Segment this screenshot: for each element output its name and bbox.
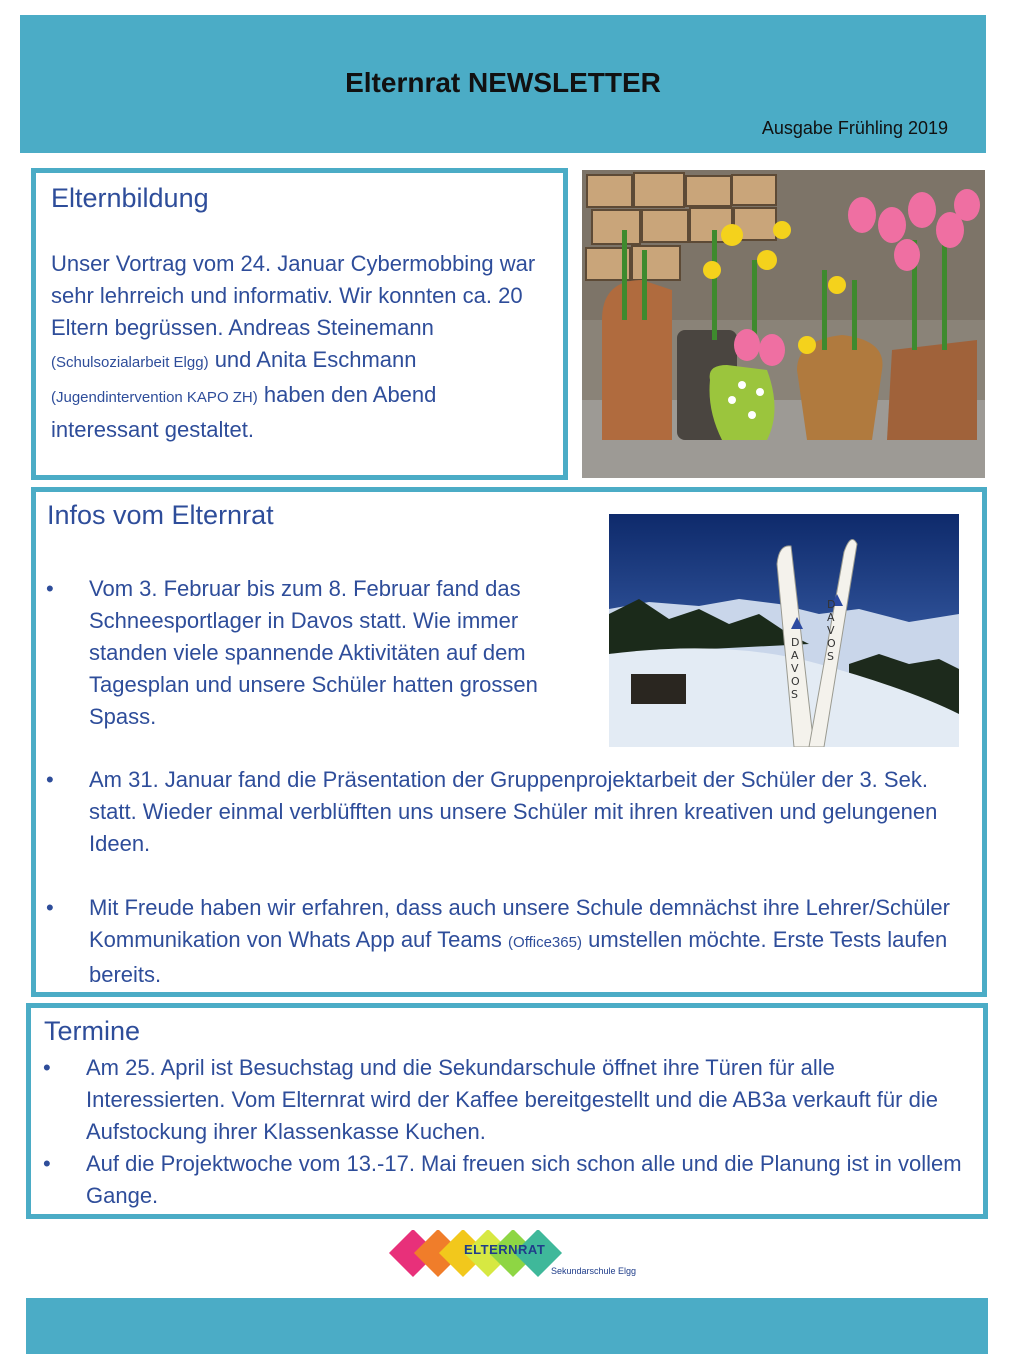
list-item: • Am 31. Januar fand die Präsentation der Gruppenprojektarbeit der Schüler der 3. Sek. statt. Wieder einmal verblüfften uns unsere Schüler mit ihren kreativen und gelungenen Ideen. <box>89 764 969 860</box>
infos-heading: Infos vom Elternrat <box>47 500 274 530</box>
elternbildung-heading: Elternbildung <box>51 183 209 213</box>
list-item: • Mit Freude haben wir erfahren, dass auch unsere Schule demnächst ihre Lehrer/Schüler Kommunikation von Whats App auf Teams (Office365) umstellen möchte. Erste Tests laufen bereits. <box>89 892 969 991</box>
ski-letters-left: DAVOS <box>791 636 800 701</box>
logo-name: ELTERNRAT <box>464 1242 546 1257</box>
elternbildung-text: Unser Vortrag vom 24. Januar Cybermobbing war sehr lehrreich und informativ. Wir konnten ca. 20 Eltern begrüssen. Andreas Steinemann (Schulsozialarbeit Elgg) und Anita Eschmann (Jugendintervention KAPO ZH) haben den Abend interessant gestaltet. <box>51 251 536 442</box>
termine-box <box>26 1003 988 1219</box>
edition-label: Ausgabe Frühling 2019 <box>761 118 948 138</box>
spring-flowers-photo <box>582 170 985 478</box>
newsletter-title: Elternrat NEWSLETTER <box>345 67 661 98</box>
davos-ski-photo <box>609 514 959 747</box>
header-banner <box>20 15 986 153</box>
bullet-icon: • <box>46 767 54 792</box>
bullet-icon: • <box>46 576 54 601</box>
logo-school: Sekundarschule Elgg <box>551 1266 637 1276</box>
elternrat-logo <box>388 1230 653 1282</box>
bullet-icon: • <box>46 895 54 920</box>
elternbildung-box <box>31 168 568 480</box>
list-item: • Am 25. April ist Besuchstag und die Sekundarschule öffnet ihre Türen für alle Interessierten. Vom Elternrat wird der Kaffee bereitgestellt und die AB3a verkauft für die Aufstockung ihrer Klassenkasse Kuchen. <box>86 1052 976 1148</box>
bullet-icon: • <box>43 1151 51 1176</box>
list-item: • Auf die Projektwoche vom 13.-17. Mai freuen sich schon alle und die Planung ist in vollem Gange. <box>86 1148 976 1212</box>
termine-heading: Termine <box>44 1016 141 1046</box>
list-item: • Vom 3. Februar bis zum 8. Februar fand das Schneesportlager in Davos statt. Wie immer standen viele spannende Aktivitäten auf dem Tagesplan und unsere Schüler hatten grossen Spass. <box>89 573 584 733</box>
ski-letters-right: DAVOS <box>827 598 836 663</box>
bullet-icon: • <box>43 1055 51 1080</box>
footer-banner <box>26 1298 988 1354</box>
